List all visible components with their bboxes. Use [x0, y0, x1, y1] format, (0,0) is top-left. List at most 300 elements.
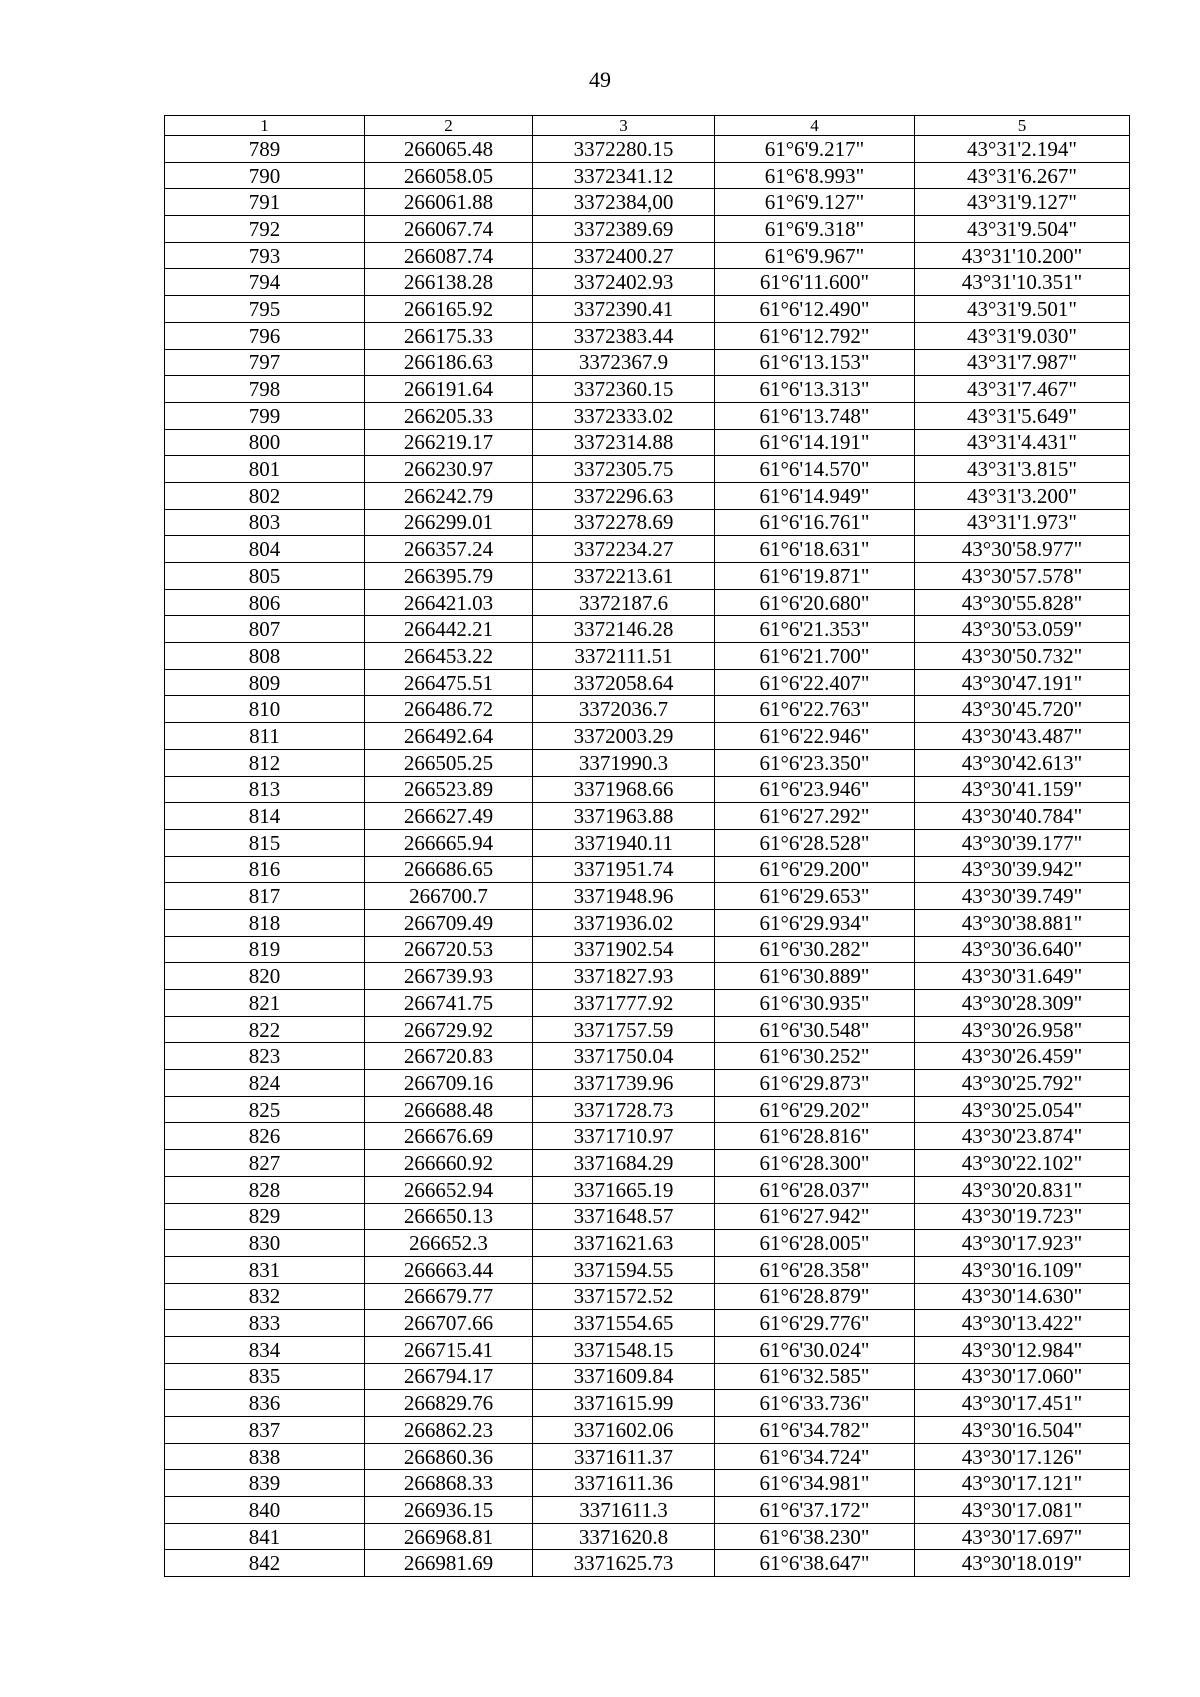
- x-coordinate-cell: 266707.66: [365, 1310, 533, 1337]
- point-number-cell: 834: [165, 1336, 365, 1363]
- latitude-cell: 43°31'10.200": [915, 242, 1130, 269]
- y-coordinate-cell: 3371757.59: [533, 1016, 715, 1043]
- x-coordinate-cell: 266709.49: [365, 909, 533, 936]
- y-coordinate-cell: 3372314.88: [533, 429, 715, 456]
- latitude-cell: 43°30'23.874": [915, 1123, 1130, 1150]
- y-coordinate-cell: 3371615.99: [533, 1390, 715, 1417]
- table-row: [165, 456, 1130, 483]
- longitude-cell: 61°6'19.871": [715, 563, 915, 590]
- table-row: [165, 829, 1130, 856]
- point-number-cell: 829: [165, 1203, 365, 1230]
- table-row: [165, 1523, 1130, 1550]
- point-number-cell: 816: [165, 856, 365, 883]
- x-coordinate-cell: 266868.33: [365, 1470, 533, 1497]
- table-row: [165, 242, 1130, 269]
- table-body: [165, 136, 1130, 1577]
- latitude-cell: 43°30'25.054": [915, 1096, 1130, 1123]
- coordinates-table: [164, 115, 1130, 1577]
- x-coordinate-cell: 266058.05: [365, 162, 533, 189]
- table-row: [165, 376, 1130, 403]
- latitude-cell: 43°30'17.923": [915, 1230, 1130, 1257]
- table-row: [165, 269, 1130, 296]
- y-coordinate-cell: 3372402.93: [533, 269, 715, 296]
- longitude-cell: 61°6'23.946": [715, 776, 915, 803]
- y-coordinate-cell: 3371684.29: [533, 1150, 715, 1177]
- table-row: [165, 1336, 1130, 1363]
- x-coordinate-cell: 266729.92: [365, 1016, 533, 1043]
- latitude-cell: 43°30'58.977": [915, 536, 1130, 563]
- x-coordinate-cell: 266686.65: [365, 856, 533, 883]
- latitude-cell: 43°31'9.127": [915, 189, 1130, 216]
- longitude-cell: 61°6'34.724": [715, 1443, 915, 1470]
- latitude-cell: 43°30'41.159": [915, 776, 1130, 803]
- latitude-cell: 43°31'2.194": [915, 136, 1130, 163]
- x-coordinate-cell: 266357.24: [365, 536, 533, 563]
- point-number-cell: 801: [165, 456, 365, 483]
- y-coordinate-cell: 3372333.02: [533, 402, 715, 429]
- table-row: [165, 1363, 1130, 1390]
- y-coordinate-cell: 3372213.61: [533, 563, 715, 590]
- point-number-cell: 798: [165, 376, 365, 403]
- longitude-cell: 61°6'38.230": [715, 1523, 915, 1550]
- table-row: [165, 1203, 1130, 1230]
- latitude-cell: 43°31'7.467": [915, 376, 1130, 403]
- table-row: [165, 1497, 1130, 1524]
- y-coordinate-cell: 3371625.73: [533, 1550, 715, 1577]
- y-coordinate-cell: 3371611.37: [533, 1443, 715, 1470]
- point-number-cell: 804: [165, 536, 365, 563]
- longitude-cell: 61°6'21.353": [715, 616, 915, 643]
- x-coordinate-cell: 266860.36: [365, 1443, 533, 1470]
- x-coordinate-cell: 266688.48: [365, 1096, 533, 1123]
- y-coordinate-cell: 3371963.88: [533, 803, 715, 830]
- column-header: 1: [165, 116, 365, 136]
- latitude-cell: 43°30'12.984": [915, 1336, 1130, 1363]
- latitude-cell: 43°30'25.792": [915, 1070, 1130, 1097]
- y-coordinate-cell: 3371648.57: [533, 1203, 715, 1230]
- latitude-cell: 43°30'45.720": [915, 696, 1130, 723]
- latitude-cell: 43°30'18.019": [915, 1550, 1130, 1577]
- point-number-cell: 789: [165, 136, 365, 163]
- x-coordinate-cell: 266453.22: [365, 643, 533, 670]
- table-row: [165, 1123, 1130, 1150]
- longitude-cell: 61°6'30.889": [715, 963, 915, 990]
- point-number-cell: 840: [165, 1497, 365, 1524]
- point-number-cell: 795: [165, 296, 365, 323]
- point-number-cell: 824: [165, 1070, 365, 1097]
- point-number-cell: 790: [165, 162, 365, 189]
- longitude-cell: 61°6'28.358": [715, 1256, 915, 1283]
- x-coordinate-cell: 266650.13: [365, 1203, 533, 1230]
- point-number-cell: 830: [165, 1230, 365, 1257]
- table-row: [165, 883, 1130, 910]
- point-number-cell: 828: [165, 1176, 365, 1203]
- point-number-cell: 794: [165, 269, 365, 296]
- latitude-cell: 43°30'16.109": [915, 1256, 1130, 1283]
- y-coordinate-cell: 3371728.73: [533, 1096, 715, 1123]
- point-number-cell: 837: [165, 1417, 365, 1444]
- latitude-cell: 43°30'43.487": [915, 723, 1130, 750]
- point-number-cell: 821: [165, 990, 365, 1017]
- column-header: 5: [915, 116, 1130, 136]
- table-row: [165, 776, 1130, 803]
- y-coordinate-cell: 3372146.28: [533, 616, 715, 643]
- table-row: [165, 482, 1130, 509]
- x-coordinate-cell: 266395.79: [365, 563, 533, 590]
- x-coordinate-cell: 266829.76: [365, 1390, 533, 1417]
- point-number-cell: 838: [165, 1443, 365, 1470]
- x-coordinate-cell: 266700.7: [365, 883, 533, 910]
- x-coordinate-cell: 266486.72: [365, 696, 533, 723]
- x-coordinate-cell: 266061.88: [365, 189, 533, 216]
- point-number-cell: 810: [165, 696, 365, 723]
- x-coordinate-cell: 266505.25: [365, 749, 533, 776]
- table-row: [165, 322, 1130, 349]
- longitude-cell: 61°6'28.037": [715, 1176, 915, 1203]
- latitude-cell: 43°30'17.060": [915, 1363, 1130, 1390]
- x-coordinate-cell: 266968.81: [365, 1523, 533, 1550]
- table-row: [165, 936, 1130, 963]
- longitude-cell: 61°6'30.024": [715, 1336, 915, 1363]
- longitude-cell: 61°6'27.942": [715, 1203, 915, 1230]
- point-number-cell: 825: [165, 1096, 365, 1123]
- table-row: [165, 990, 1130, 1017]
- y-coordinate-cell: 3372383.44: [533, 322, 715, 349]
- longitude-cell: 61°6'13.748": [715, 402, 915, 429]
- latitude-cell: 43°30'22.102": [915, 1150, 1130, 1177]
- y-coordinate-cell: 3371739.96: [533, 1070, 715, 1097]
- y-coordinate-cell: 3371951.74: [533, 856, 715, 883]
- longitude-cell: 61°6'11.600": [715, 269, 915, 296]
- table-row: [165, 1230, 1130, 1257]
- point-number-cell: 827: [165, 1150, 365, 1177]
- table-row: [165, 1176, 1130, 1203]
- x-coordinate-cell: 266175.33: [365, 322, 533, 349]
- table-row: [165, 1096, 1130, 1123]
- x-coordinate-cell: 266627.49: [365, 803, 533, 830]
- y-coordinate-cell: 3372111.51: [533, 643, 715, 670]
- x-coordinate-cell: 266523.89: [365, 776, 533, 803]
- latitude-cell: 43°31'1.973": [915, 509, 1130, 536]
- column-header: 2: [365, 116, 533, 136]
- latitude-cell: 43°30'17.121": [915, 1470, 1130, 1497]
- x-coordinate-cell: 266191.64: [365, 376, 533, 403]
- y-coordinate-cell: 3371710.97: [533, 1123, 715, 1150]
- latitude-cell: 43°31'9.501": [915, 296, 1130, 323]
- x-coordinate-cell: 266663.44: [365, 1256, 533, 1283]
- table-row: [165, 589, 1130, 616]
- latitude-cell: 43°31'3.815": [915, 456, 1130, 483]
- table-row: [165, 909, 1130, 936]
- table-row: [165, 1070, 1130, 1097]
- x-coordinate-cell: 266652.94: [365, 1176, 533, 1203]
- x-coordinate-cell: 266741.75: [365, 990, 533, 1017]
- y-coordinate-cell: 3371665.19: [533, 1176, 715, 1203]
- table-row: [165, 616, 1130, 643]
- point-number-cell: 833: [165, 1310, 365, 1337]
- latitude-cell: 43°30'28.309": [915, 990, 1130, 1017]
- point-number-cell: 819: [165, 936, 365, 963]
- x-coordinate-cell: 266299.01: [365, 509, 533, 536]
- y-coordinate-cell: 3371948.96: [533, 883, 715, 910]
- point-number-cell: 832: [165, 1283, 365, 1310]
- x-coordinate-cell: 266138.28: [365, 269, 533, 296]
- latitude-cell: 43°30'57.578": [915, 563, 1130, 590]
- table-row: [165, 1310, 1130, 1337]
- table-row: [165, 723, 1130, 750]
- latitude-cell: 43°30'47.191": [915, 669, 1130, 696]
- y-coordinate-cell: 3372003.29: [533, 723, 715, 750]
- longitude-cell: 61°6'29.873": [715, 1070, 915, 1097]
- latitude-cell: 43°31'9.030": [915, 322, 1130, 349]
- table-row: [165, 1550, 1130, 1577]
- table-row: [165, 296, 1130, 323]
- latitude-cell: 43°30'55.828": [915, 589, 1130, 616]
- point-number-cell: 841: [165, 1523, 365, 1550]
- longitude-cell: 61°6'22.407": [715, 669, 915, 696]
- latitude-cell: 43°31'3.200": [915, 482, 1130, 509]
- point-number-cell: 792: [165, 216, 365, 243]
- y-coordinate-cell: 3371602.06: [533, 1417, 715, 1444]
- longitude-cell: 61°6'22.946": [715, 723, 915, 750]
- latitude-cell: 43°30'19.723": [915, 1203, 1130, 1230]
- longitude-cell: 61°6'34.981": [715, 1470, 915, 1497]
- longitude-cell: 61°6'30.548": [715, 1016, 915, 1043]
- table-row: [165, 429, 1130, 456]
- longitude-cell: 61°6'34.782": [715, 1417, 915, 1444]
- point-number-cell: 805: [165, 563, 365, 590]
- x-coordinate-cell: 266665.94: [365, 829, 533, 856]
- y-coordinate-cell: 3372187.6: [533, 589, 715, 616]
- y-coordinate-cell: 3371572.52: [533, 1283, 715, 1310]
- y-coordinate-cell: 3372036.7: [533, 696, 715, 723]
- latitude-cell: 43°31'5.649": [915, 402, 1130, 429]
- y-coordinate-cell: 3372296.63: [533, 482, 715, 509]
- header-row: [165, 116, 1130, 136]
- longitude-cell: 61°6'18.631": [715, 536, 915, 563]
- latitude-cell: 43°30'17.126": [915, 1443, 1130, 1470]
- y-coordinate-cell: 3371548.15: [533, 1336, 715, 1363]
- x-coordinate-cell: 266715.41: [365, 1336, 533, 1363]
- y-coordinate-cell: 3372384,00: [533, 189, 715, 216]
- latitude-cell: 43°30'26.459": [915, 1043, 1130, 1070]
- table-row: [165, 856, 1130, 883]
- longitude-cell: 61°6'21.700": [715, 643, 915, 670]
- latitude-cell: 43°31'7.987": [915, 349, 1130, 376]
- x-coordinate-cell: 266242.79: [365, 482, 533, 509]
- point-number-cell: 803: [165, 509, 365, 536]
- longitude-cell: 61°6'29.202": [715, 1096, 915, 1123]
- column-header: 4: [715, 116, 915, 136]
- table-row: [165, 643, 1130, 670]
- y-coordinate-cell: 3371609.84: [533, 1363, 715, 1390]
- point-number-cell: 809: [165, 669, 365, 696]
- table-row: [165, 189, 1130, 216]
- y-coordinate-cell: 3372360.15: [533, 376, 715, 403]
- longitude-cell: 61°6'9.318": [715, 216, 915, 243]
- point-number-cell: 800: [165, 429, 365, 456]
- longitude-cell: 61°6'13.313": [715, 376, 915, 403]
- latitude-cell: 43°30'14.630": [915, 1283, 1130, 1310]
- point-number-cell: 797: [165, 349, 365, 376]
- x-coordinate-cell: 266186.63: [365, 349, 533, 376]
- x-coordinate-cell: 266165.92: [365, 296, 533, 323]
- latitude-cell: 43°31'4.431": [915, 429, 1130, 456]
- longitude-cell: 61°6'32.585": [715, 1363, 915, 1390]
- x-coordinate-cell: 266720.83: [365, 1043, 533, 1070]
- y-coordinate-cell: 3371777.92: [533, 990, 715, 1017]
- point-number-cell: 820: [165, 963, 365, 990]
- y-coordinate-cell: 3371827.93: [533, 963, 715, 990]
- x-coordinate-cell: 266067.74: [365, 216, 533, 243]
- latitude-cell: 43°30'53.059": [915, 616, 1130, 643]
- point-number-cell: 818: [165, 909, 365, 936]
- table-row: [165, 749, 1130, 776]
- longitude-cell: 61°6'29.934": [715, 909, 915, 936]
- y-coordinate-cell: 3372367.9: [533, 349, 715, 376]
- point-number-cell: 808: [165, 643, 365, 670]
- point-number-cell: 796: [165, 322, 365, 349]
- table-row: [165, 696, 1130, 723]
- point-number-cell: 826: [165, 1123, 365, 1150]
- point-number-cell: 815: [165, 829, 365, 856]
- latitude-cell: 43°31'9.504": [915, 216, 1130, 243]
- y-coordinate-cell: 3372234.27: [533, 536, 715, 563]
- longitude-cell: 61°6'12.792": [715, 322, 915, 349]
- point-number-cell: 791: [165, 189, 365, 216]
- point-number-cell: 813: [165, 776, 365, 803]
- point-number-cell: 817: [165, 883, 365, 910]
- y-coordinate-cell: 3372278.69: [533, 509, 715, 536]
- longitude-cell: 61°6'20.680": [715, 589, 915, 616]
- longitude-cell: 61°6'27.292": [715, 803, 915, 830]
- latitude-cell: 43°30'40.784": [915, 803, 1130, 830]
- y-coordinate-cell: 3371936.02: [533, 909, 715, 936]
- longitude-cell: 61°6'28.005": [715, 1230, 915, 1257]
- latitude-cell: 43°30'26.958": [915, 1016, 1130, 1043]
- y-coordinate-cell: 3371750.04: [533, 1043, 715, 1070]
- x-coordinate-cell: 266936.15: [365, 1497, 533, 1524]
- longitude-cell: 61°6'28.879": [715, 1283, 915, 1310]
- y-coordinate-cell: 3372058.64: [533, 669, 715, 696]
- x-coordinate-cell: 266205.33: [365, 402, 533, 429]
- y-coordinate-cell: 3371968.66: [533, 776, 715, 803]
- point-number-cell: 814: [165, 803, 365, 830]
- table-row: [165, 349, 1130, 376]
- x-coordinate-cell: 266230.97: [365, 456, 533, 483]
- longitude-cell: 61°6'9.217": [715, 136, 915, 163]
- longitude-cell: 61°6'38.647": [715, 1550, 915, 1577]
- table-row: [165, 216, 1130, 243]
- point-number-cell: 822: [165, 1016, 365, 1043]
- page-number: 49: [589, 67, 611, 92]
- longitude-cell: 61°6'30.282": [715, 936, 915, 963]
- y-coordinate-cell: 3372305.75: [533, 456, 715, 483]
- x-coordinate-cell: 266720.53: [365, 936, 533, 963]
- point-number-cell: 839: [165, 1470, 365, 1497]
- y-coordinate-cell: 3371902.54: [533, 936, 715, 963]
- longitude-cell: 61°6'12.490": [715, 296, 915, 323]
- longitude-cell: 61°6'30.935": [715, 990, 915, 1017]
- longitude-cell: 61°6'28.528": [715, 829, 915, 856]
- latitude-cell: 43°30'39.942": [915, 856, 1130, 883]
- x-coordinate-cell: 266065.48: [365, 136, 533, 163]
- x-coordinate-cell: 266219.17: [365, 429, 533, 456]
- x-coordinate-cell: 266492.64: [365, 723, 533, 750]
- y-coordinate-cell: 3371611.3: [533, 1497, 715, 1524]
- y-coordinate-cell: 3372390.41: [533, 296, 715, 323]
- y-coordinate-cell: 3372389.69: [533, 216, 715, 243]
- x-coordinate-cell: 266475.51: [365, 669, 533, 696]
- x-coordinate-cell: 266442.21: [365, 616, 533, 643]
- table-row: [165, 803, 1130, 830]
- y-coordinate-cell: 3372400.27: [533, 242, 715, 269]
- latitude-cell: 43°30'39.749": [915, 883, 1130, 910]
- point-number-cell: 842: [165, 1550, 365, 1577]
- point-number-cell: 836: [165, 1390, 365, 1417]
- point-number-cell: 823: [165, 1043, 365, 1070]
- longitude-cell: 61°6'33.736": [715, 1390, 915, 1417]
- latitude-cell: 43°30'17.697": [915, 1523, 1130, 1550]
- table-row: [165, 1390, 1130, 1417]
- x-coordinate-cell: 266660.92: [365, 1150, 533, 1177]
- table-row: [165, 162, 1130, 189]
- table-row: [165, 1417, 1130, 1444]
- latitude-cell: 43°30'13.422": [915, 1310, 1130, 1337]
- x-coordinate-cell: 266676.69: [365, 1123, 533, 1150]
- table-row: [165, 1043, 1130, 1070]
- point-number-cell: 799: [165, 402, 365, 429]
- table-row: [165, 1470, 1130, 1497]
- x-coordinate-cell: 266794.17: [365, 1363, 533, 1390]
- latitude-cell: 43°30'38.881": [915, 909, 1130, 936]
- longitude-cell: 61°6'23.350": [715, 749, 915, 776]
- table-header: [165, 116, 1130, 136]
- point-number-cell: 831: [165, 1256, 365, 1283]
- point-number-cell: 812: [165, 749, 365, 776]
- table-row: [165, 536, 1130, 563]
- table-row: [165, 1283, 1130, 1310]
- x-coordinate-cell: 266981.69: [365, 1550, 533, 1577]
- longitude-cell: 61°6'22.763": [715, 696, 915, 723]
- point-number-cell: 793: [165, 242, 365, 269]
- latitude-cell: 43°30'39.177": [915, 829, 1130, 856]
- longitude-cell: 61°6'28.300": [715, 1150, 915, 1177]
- x-coordinate-cell: 266679.77: [365, 1283, 533, 1310]
- table-row: [165, 402, 1130, 429]
- table-row: [165, 963, 1130, 990]
- latitude-cell: 43°30'36.640": [915, 936, 1130, 963]
- longitude-cell: 61°6'37.172": [715, 1497, 915, 1524]
- x-coordinate-cell: 266709.16: [365, 1070, 533, 1097]
- y-coordinate-cell: 3371620.8: [533, 1523, 715, 1550]
- longitude-cell: 61°6'9.127": [715, 189, 915, 216]
- point-number-cell: 835: [165, 1363, 365, 1390]
- longitude-cell: 61°6'8.993": [715, 162, 915, 189]
- point-number-cell: 802: [165, 482, 365, 509]
- longitude-cell: 61°6'29.653": [715, 883, 915, 910]
- x-coordinate-cell: 266739.93: [365, 963, 533, 990]
- longitude-cell: 61°6'14.191": [715, 429, 915, 456]
- y-coordinate-cell: 3371621.63: [533, 1230, 715, 1257]
- x-coordinate-cell: 266421.03: [365, 589, 533, 616]
- longitude-cell: 61°6'14.949": [715, 482, 915, 509]
- table-row: [165, 136, 1130, 163]
- y-coordinate-cell: 3371594.55: [533, 1256, 715, 1283]
- y-coordinate-cell: 3372341.12: [533, 162, 715, 189]
- latitude-cell: 43°31'10.351": [915, 269, 1130, 296]
- table-row: [165, 669, 1130, 696]
